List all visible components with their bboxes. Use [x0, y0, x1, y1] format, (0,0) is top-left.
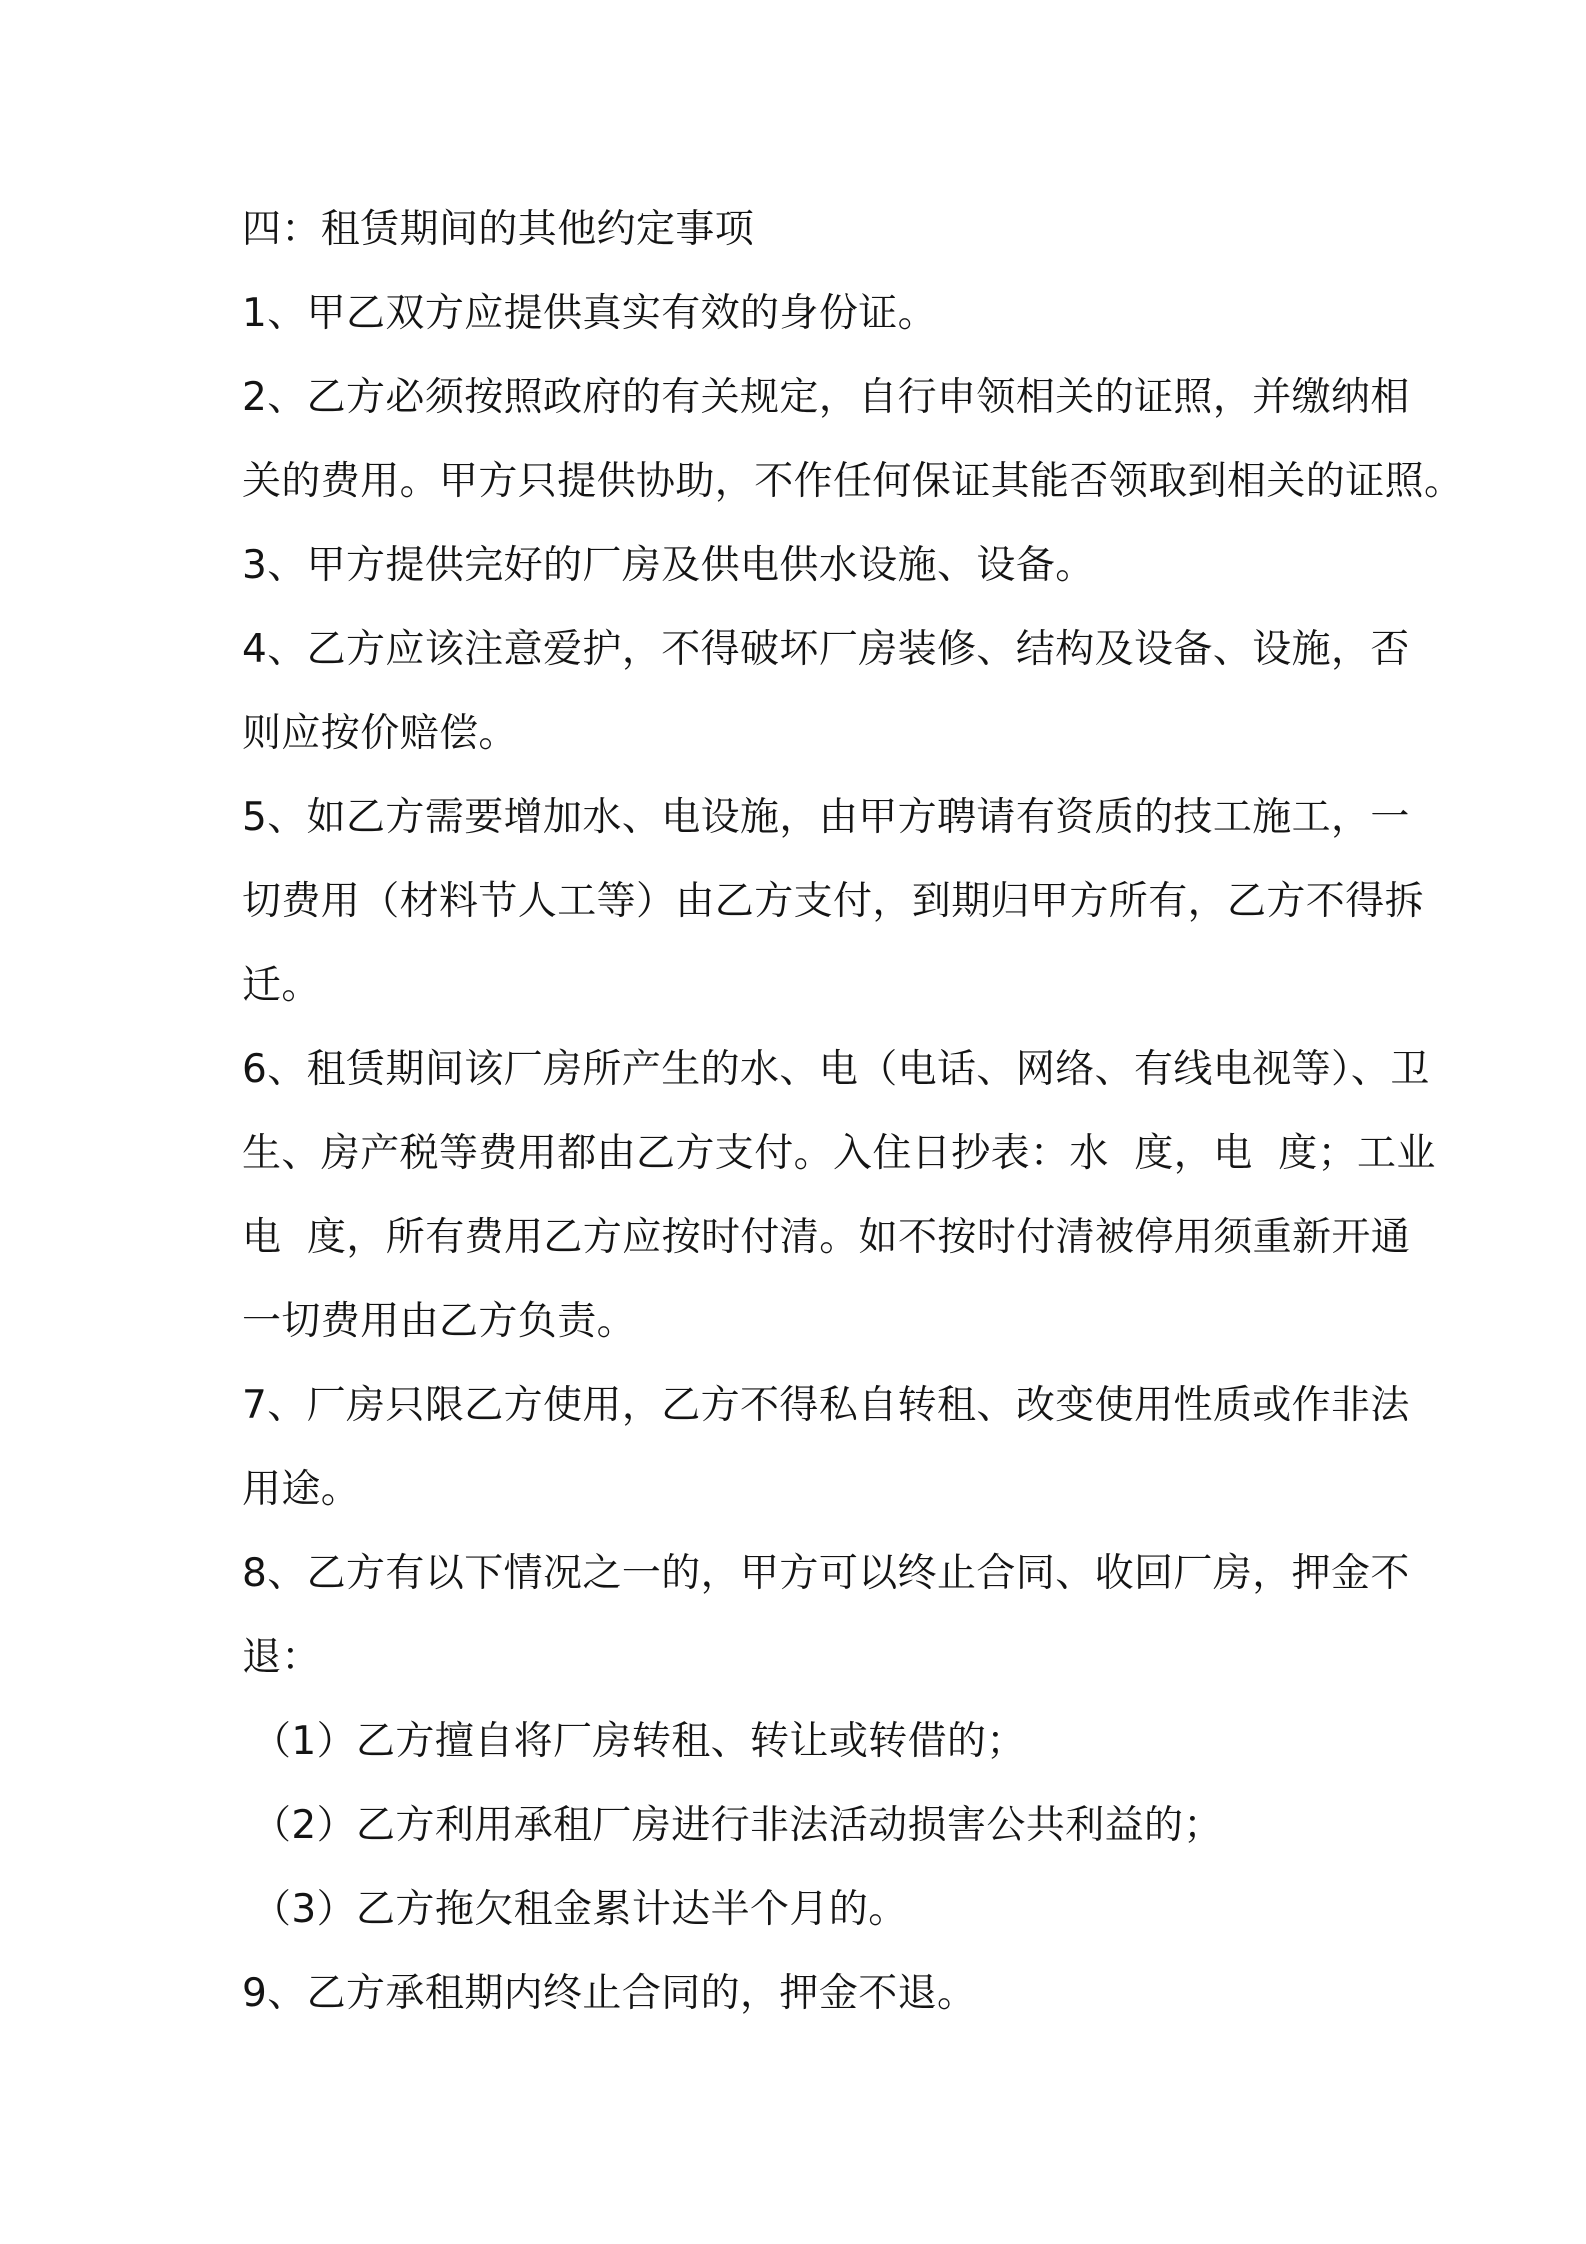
clause-line: 4、乙方应该注意爱护，不得破坏厂房装修、结构及设备、设施，否	[242, 627, 1410, 672]
clause-line: 2、乙方必须按照政府的有关规定，自行申领相关的证照，并缴纳相	[242, 375, 1410, 420]
clause-line: 生、房产税等费用都由乙方支付。入住日抄表：水 度，电 度；工业	[242, 1131, 1436, 1176]
clause-line: 3、甲方提供完好的厂房及供电供水设施、设备。	[242, 543, 1095, 588]
clause-line: 用途。	[242, 1467, 361, 1512]
clause-line: 关的费用。甲方只提供协助，不作任何保证其能否领取到相关的证照。	[242, 459, 1464, 504]
clause-line: 电 度，所有费用乙方应按时付清。如不按时付清被停用须重新开通	[242, 1215, 1411, 1260]
clause-line: 6、租赁期间该厂房所产生的水、电（电话、网络、有线电视等）、卫	[242, 1047, 1430, 1092]
clause-line: 8、乙方有以下情况之一的，甲方可以终止合同、收回厂房，押金不	[242, 1551, 1410, 1596]
clause-line: 1、甲乙双方应提供真实有效的身份证。	[242, 291, 938, 336]
section-heading: 四：租赁期间的其他约定事项	[242, 207, 755, 252]
clause-line: 迁。	[242, 963, 321, 1008]
clause-line: 切费用（材料节人工等）由乙方支付，到期归甲方所有，乙方不得拆	[242, 879, 1425, 924]
clause-line: 一切费用由乙方负责。	[242, 1299, 637, 1344]
sub-item: （2）乙方利用承租厂房进行非法活动损害公共利益的；	[252, 1803, 1223, 1848]
clause-line: 5、如乙方需要增加水、电设施，由甲方聘请有资质的技工施工，一	[242, 795, 1410, 840]
clause-line: 则应按价赔偿。	[242, 711, 518, 756]
sub-item: （3）乙方拖欠租金累计达半个月的。	[252, 1887, 908, 1932]
clause-line: 退：	[242, 1635, 321, 1680]
sub-item: （1）乙方擅自将厂房转租、转让或转借的；	[252, 1719, 1026, 1764]
clause-line: 7、厂房只限乙方使用，乙方不得私自转租、改变使用性质或作非法	[242, 1383, 1410, 1428]
clause-line: 9、乙方承租期内终止合同的，押金不退。	[242, 1971, 977, 2016]
